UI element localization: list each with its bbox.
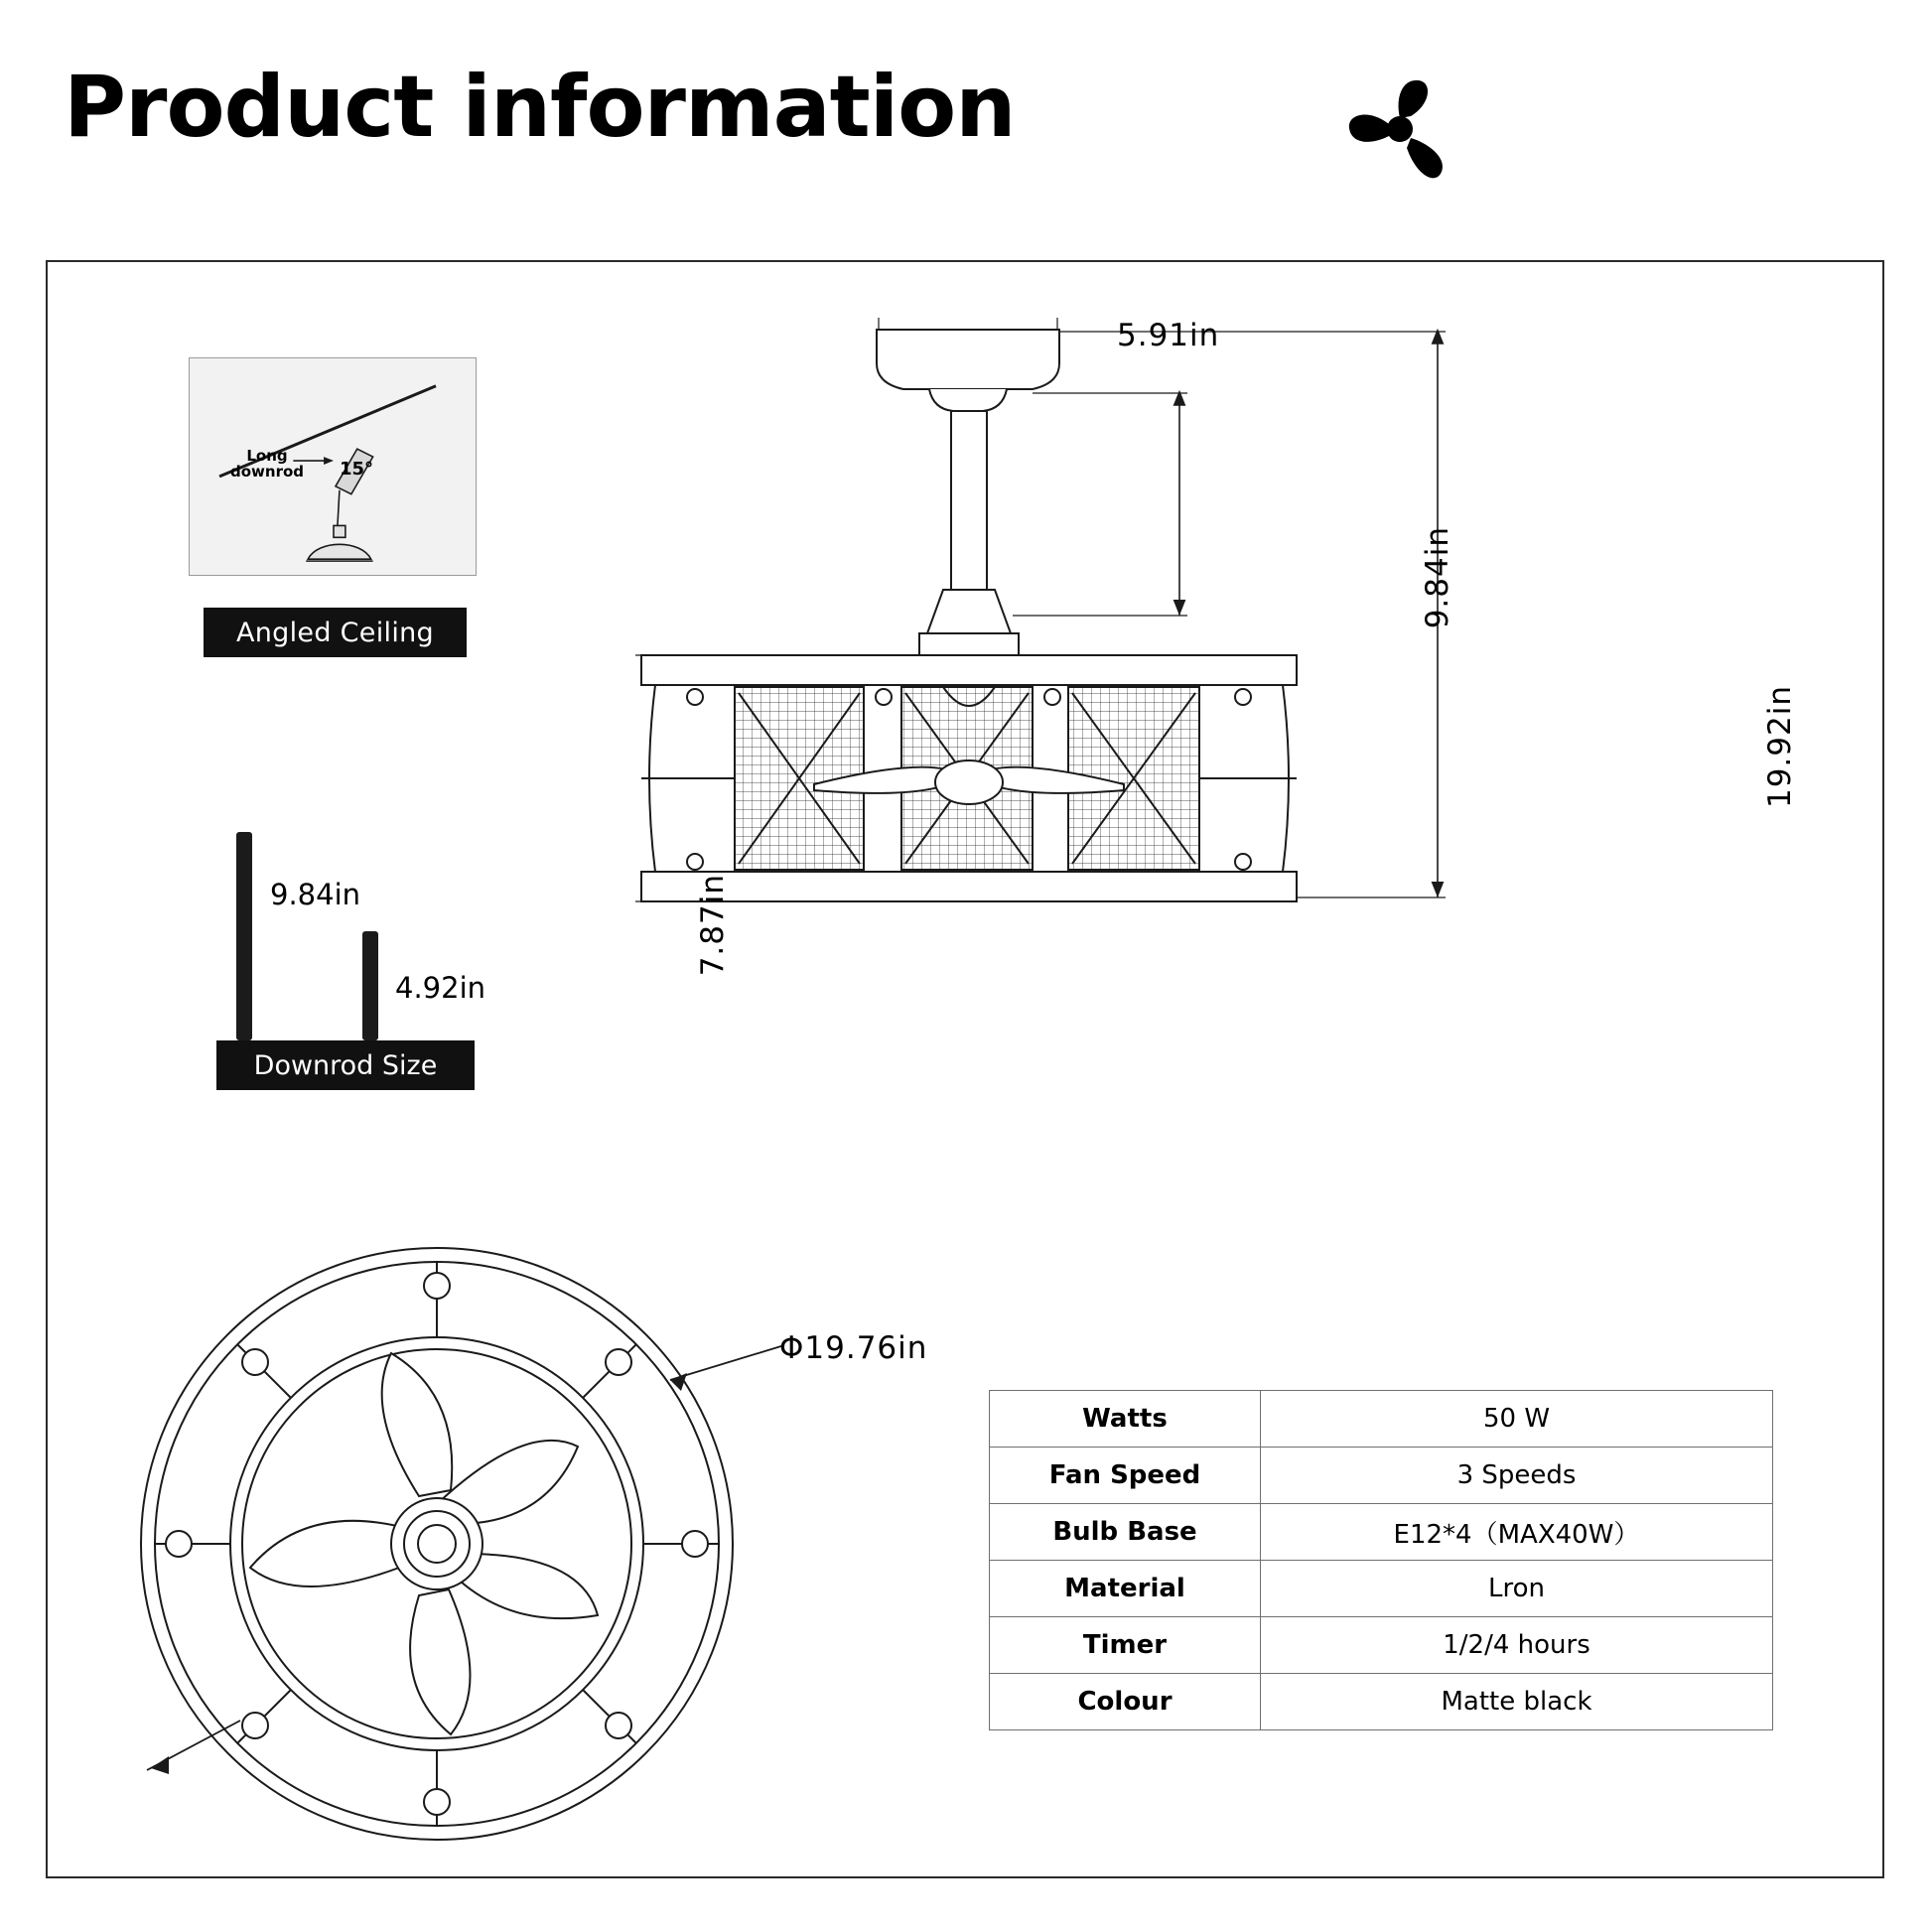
spec-value: 3 Speeds [1261, 1448, 1773, 1504]
spec-value: Lron [1261, 1561, 1773, 1617]
downrod-long [236, 832, 252, 1040]
table-row [990, 1448, 1773, 1504]
spec-table [989, 1390, 1773, 1730]
spec-key: Bulb Base [990, 1504, 1261, 1561]
dim-total-height: 19.92in [1762, 685, 1798, 809]
downrod-size-label: Downrod Size [216, 1040, 475, 1090]
fan-blade-icon [1345, 74, 1454, 184]
angle-label: 15° [340, 459, 374, 480]
table-row [990, 1561, 1773, 1617]
angled-ceiling-label: Angled Ceiling [204, 608, 467, 657]
spec-value: 50 W [1261, 1391, 1773, 1448]
downrod-short [362, 931, 378, 1040]
dim-top-width: 5.91in [1117, 318, 1220, 353]
spec-key: Material [990, 1561, 1261, 1617]
spec-value: E12*4（MAX40W） [1261, 1504, 1773, 1561]
dim-body-height: 7.87in [695, 874, 731, 977]
spec-value: Matte black [1261, 1674, 1773, 1730]
spec-value: 1/2/4 hours [1261, 1617, 1773, 1674]
page-title: Product information [64, 58, 1016, 157]
spec-key: Watts [990, 1391, 1261, 1448]
downrod-long-label: 9.84in [270, 878, 361, 911]
table-row [990, 1617, 1773, 1674]
dim-diameter: Φ19.76in [779, 1330, 928, 1366]
fan-bottom-view-drawing [129, 1226, 844, 1862]
spec-key: Fan Speed [990, 1448, 1261, 1504]
table-row [990, 1674, 1773, 1730]
spec-key: Timer [990, 1617, 1261, 1674]
table-row [990, 1504, 1773, 1561]
table-row [990, 1391, 1773, 1448]
spec-key: Colour [990, 1674, 1261, 1730]
long-downrod-callout: Long downrod [230, 447, 305, 481]
dim-downrod-height: 9.84in [1420, 526, 1455, 629]
downrod-short-label: 4.92in [395, 971, 486, 1005]
fan-side-view-drawing [635, 318, 1807, 1112]
